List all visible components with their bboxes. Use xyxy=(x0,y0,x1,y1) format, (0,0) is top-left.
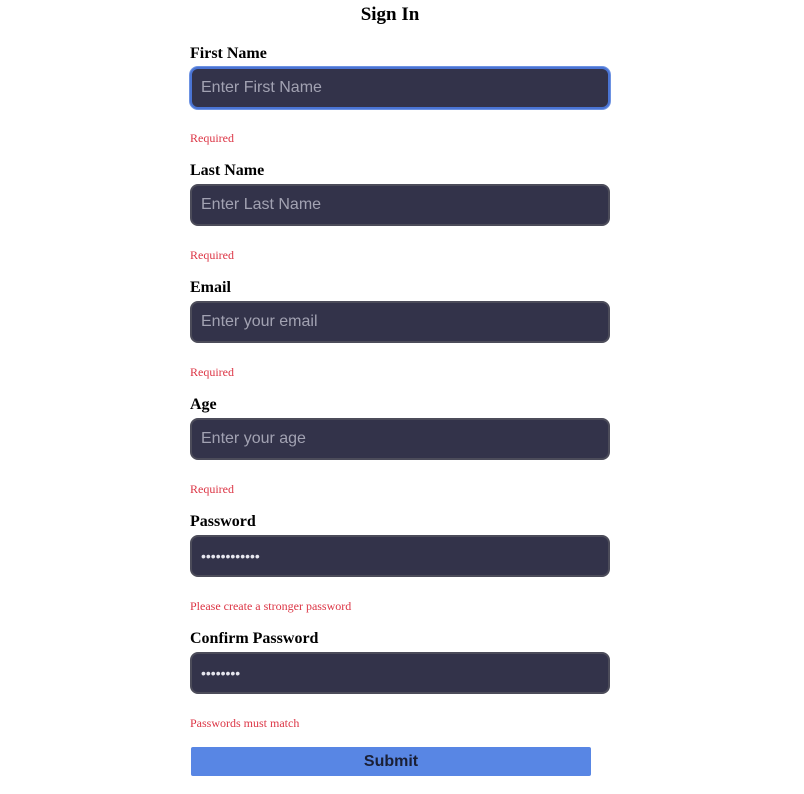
email-input[interactable] xyxy=(190,301,610,343)
first-name-input[interactable] xyxy=(190,67,610,109)
age-error: Required xyxy=(190,482,234,496)
email-error: Required xyxy=(190,365,234,379)
confirm-password-label: Confirm Password xyxy=(190,630,319,647)
last-name-field-group xyxy=(190,161,612,278)
first-name-label: First Name xyxy=(190,45,267,62)
first-name-field-group xyxy=(190,44,612,161)
first-name-error: Required xyxy=(190,131,234,145)
password-input[interactable] xyxy=(190,535,610,577)
confirm-password-field-group xyxy=(190,629,612,746)
last-name-error: Required xyxy=(190,248,234,262)
password-error: Please create a stronger password xyxy=(190,599,352,613)
email-field-group xyxy=(190,278,612,395)
age-input[interactable] xyxy=(190,418,610,460)
password-field-group xyxy=(190,512,612,629)
age-field-group xyxy=(190,395,612,512)
password-label: Password xyxy=(190,513,256,530)
confirm-password-input[interactable] xyxy=(190,652,610,694)
page-title: Sign In xyxy=(360,4,420,25)
last-name-input[interactable] xyxy=(190,184,610,226)
email-label: Email xyxy=(190,279,231,296)
last-name-label: Last Name xyxy=(190,162,265,179)
age-label: Age xyxy=(190,396,217,413)
submit-button[interactable]: Submit xyxy=(191,747,591,776)
confirm-password-error: Passwords must match xyxy=(190,716,300,730)
